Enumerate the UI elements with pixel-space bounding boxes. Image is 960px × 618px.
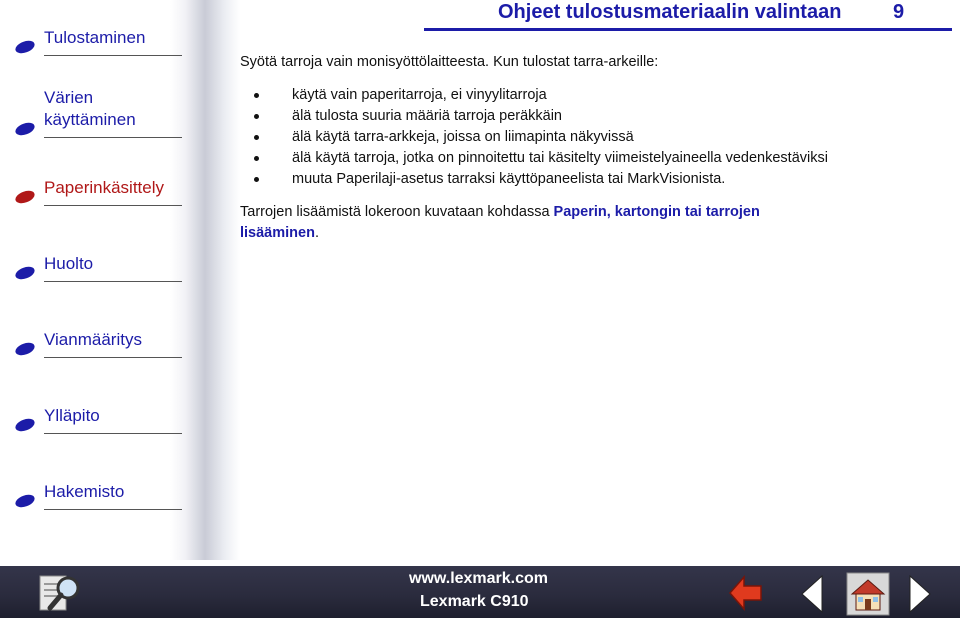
paper-loading-link[interactable]: Paperin, kartongin tai tarrojen lisääminen (240, 204, 760, 241)
bullet-icon (254, 93, 259, 98)
sidebar-item-huolto[interactable] (10, 242, 182, 282)
sidebar-item-label: Värien (44, 88, 94, 107)
sidebar-item-label: Hakemisto (44, 482, 125, 501)
list-item: käytä vain paperitarroja, ei vinyylitarroja (254, 85, 940, 106)
list-item: älä tulosta suuria määriä tarroja peräkkäin (254, 106, 940, 127)
nav-bullet-icon (14, 266, 36, 280)
sidebar-item-label: Huolto (44, 254, 94, 273)
intro-text: Syötä tarroja vain monisyöttölaitteesta. Kun tulostat tarra-arkeille: (240, 54, 659, 70)
nav-bullet-icon (14, 122, 36, 136)
bullet-icon (254, 156, 259, 161)
list-item: älä käytä tarra-arkkeja, joissa on liimapinta näkyvissä (254, 127, 940, 148)
sidebar-item-varien-kayttaminen[interactable] (10, 86, 182, 138)
sidebar-item-label: Vianmääritys (44, 330, 142, 349)
bullet-list (240, 85, 940, 190)
bullet-icon (254, 135, 259, 140)
nav-bullet-icon (14, 190, 36, 204)
sidebar-item-label: Tulostaminen (44, 28, 146, 47)
nav-bullet-icon (14, 342, 36, 356)
sidebar-item-label: käyttäminen (44, 110, 136, 129)
main-content (240, 52, 940, 244)
sidebar-item-vianmaaritys[interactable] (10, 318, 182, 358)
back-arrow-icon[interactable] (728, 574, 764, 612)
bullet-icon (254, 114, 259, 119)
outro-paragraph: Tarrojen lisäämistä lokeroon kuvataan kohdassa Paperin, kartongin tai tarrojen lisääminen. (240, 204, 760, 241)
page-number: 9 (893, 1, 905, 23)
nav-bullet-icon (14, 494, 36, 508)
header-divider (424, 28, 952, 31)
sidebar-item-tulostaminen[interactable] (10, 16, 182, 56)
sidebar-item-label: Ylläpito (44, 406, 100, 425)
website-link[interactable]: www.lexmark.com (409, 570, 549, 587)
list-item: muuta Paperilaji-asetus tarraksi käyttöpaneelista tai MarkVisionista. (254, 169, 940, 190)
next-page-icon[interactable] (908, 574, 932, 614)
sidebar-item-hakemisto[interactable] (10, 470, 182, 510)
page-title: Ohjeet tulostusmateriaalin valintaan (498, 1, 842, 23)
home-icon[interactable] (846, 572, 890, 616)
sidebar-item-paperinkasittely[interactable] (10, 166, 182, 206)
list-item: älä käytä tarroja, jotka on pinnoitettu tai käsitelty viimeistelyaineella vedenkestäviksi (254, 148, 940, 169)
previous-page-icon[interactable] (800, 574, 824, 614)
nav-bullet-icon (14, 418, 36, 432)
sidebar-item-label: Paperinkäsittely (44, 178, 165, 197)
bullet-icon (254, 177, 259, 182)
sidebar-item-yllapito[interactable] (10, 394, 182, 434)
product-model: Lexmark C910 (420, 593, 529, 610)
nav-bullet-icon (14, 40, 36, 54)
search-icon[interactable] (38, 572, 86, 616)
